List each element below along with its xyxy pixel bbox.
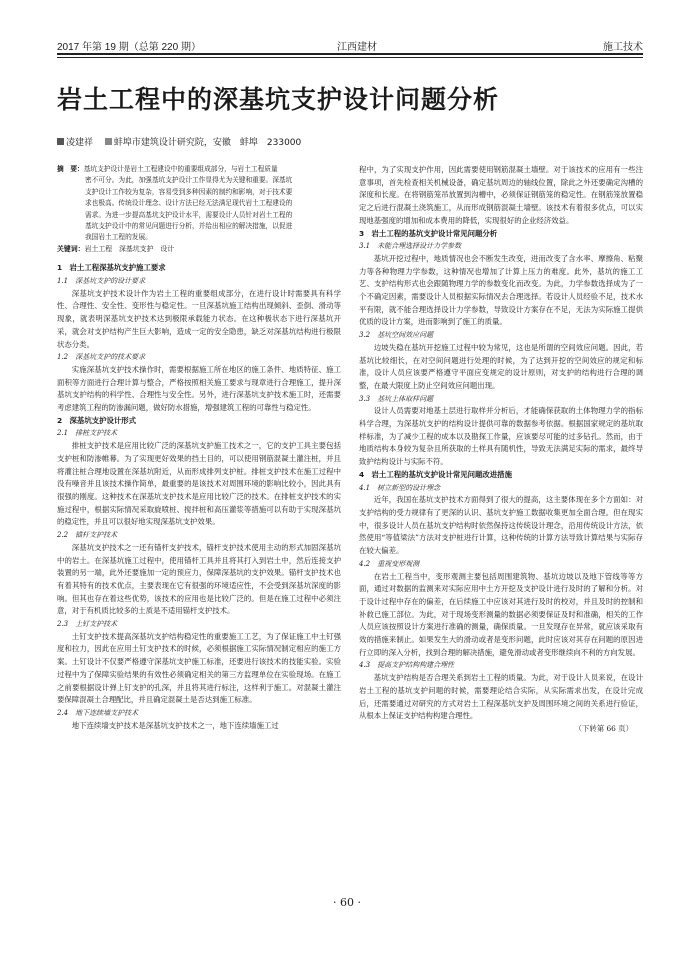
author-name: 凌建祥 bbox=[66, 138, 94, 148]
paragraph: 设计人员需要对地基土层进行取样并分析后，才能确保获取的土体物理力学的指标科学合理，为深基坑支护的结构设计提供可靠的数据参考依据。根据国家规定的基坑取样标准，为了减少工程的成本以及勘探工作量，应该要尽可能的过多钻孔。然而，由于地质结构本身较为复杂且所获取的土样具有随机性，导致无法满足实际的需求，最终导致护结构设计与实际不符。 bbox=[359, 406, 643, 467]
subsection-heading: 2.1 排桩支护技术 bbox=[57, 429, 118, 438]
subsection-heading: 4.1 树立新型的设计理念 bbox=[359, 483, 441, 492]
paragraph: 基坑开挖过程中，地质情况也会不断发生改变，进而改变了含水率、摩擦角、粘聚力等各种物理力学参数，这种情况也增加了计算上压力的难度。此外，基坑的施工工艺、支护结构形式也会跟随物理力学的参数变化而改变。为此，力学参数选择成为了一个不确定因素，需要设计人员根据实际情况去合理选择。若设计人员经验不足，技术水平有限，就不能合理选择设计力学参数，导致设计方案存在不足，无法为实际施工提供优质的设计方案，进而影响到了施工的质量。 bbox=[359, 253, 643, 327]
page-number: · 60 · bbox=[333, 896, 361, 909]
section-heading: 1 岩土工程深基坑支护施工要求 bbox=[57, 263, 166, 273]
subsection-heading: 3.2 基坑空间效应问题 bbox=[359, 331, 434, 340]
section-heading: 4 岩土工程的基坑支护设计常见问题改进措施 bbox=[359, 469, 512, 479]
abstract-line: 我国岩土工程的发展。 bbox=[85, 233, 152, 242]
journal-name: 江西建材 bbox=[337, 42, 377, 53]
square-bullet-icon bbox=[105, 138, 112, 145]
paragraph: 排桩支护技术是应用比较广泛的深基坑支护施工技术之一，它的支护工具主要包括支护桩和防渗帷幕。为了实现更好效果的挡土目的，可以使用钢筋混凝土灌注桩，并且将灌注桩合理地设置在深基坑附近，从而形成排列支护桩。排桩支护技术在施工过程中没有噪音并且该技术操作简单，最重要的是该技术对周围环境的影响比较小，因此具有很强的刚度。这种技术在深基坑支护技术是应用比较广泛的技术。在排桩支护技术的实施过程中，根据实际情况采取旋喷桩、搅拌桩和高压灌浆等措施可以有助于实现深基坑的稳定性，并且可以很好地实现深基坑支护效果。 bbox=[57, 441, 341, 527]
article-title: 岩土工程中的深基坑支护设计问题分析 bbox=[57, 85, 500, 114]
author-line bbox=[57, 135, 301, 148]
abstract-line: 求也极高。传统设计理念、设计方法已经无法满足现代岩土工程建设的 bbox=[85, 199, 293, 208]
paragraph: 近年，我国在基坑支护技术方面得到了很大的提高，这主要体现在多个方面如：对支护结构的受力规律有了更深的认识、基坑支护施工数据收集更加全面合理。但在现实中，很多设计人员在基坑支护结构时依然保持这传统设计理念，沿用传统设计方法，依然使用“等值梁法”方法对支护桩进行计算，这种传统的计算方法导致计算结果与实际存在较大偏差。 bbox=[359, 495, 643, 556]
keywords-text: 岩土工程 深基坑支护 设计 bbox=[84, 244, 175, 253]
paragraph: 基坑支护结构是否合理关系到岩土工程的质量。为此，对于设计人员来说，在设计岩土工程的基坑支护问题的时候，需要理论结合实际，从实际需求出发，在设计完成后，还需要通过对研究的方式对岩土工程深基坑支护及周围环境之间的关系进行验证，从根本上保证支护结构构建合理性。 bbox=[359, 673, 643, 721]
square-bullet-icon bbox=[57, 138, 64, 145]
section-name: 施工技术 bbox=[603, 42, 643, 53]
paragraph: 程中，为了实现支护作用，因此需要使用钢筋混凝土墙壁。对于该技术的应用有一些注意事项，首先检查相关机械设备，确定基坑周边的轴线位置，除此之外还要确定沟槽的深度和长度。在将钢筋笼吊放置到沟槽中，必须保证钢筋笼的稳定性。在钢筋笼放置稳定之后进行混凝土浇筑施工，从而形成钢筋混凝土墙壁。该技术有着很多优点，可以实现地基强度的增加和成本费用的降低，实现很好的企业经济效益。 bbox=[359, 165, 643, 225]
paragraph: 深基坑支护技术之一还有锚杆支护技术，锚杆支护技术使用主动的形式加固深基坑中的岩土。在深基坑施工过程中，使用锚杆工具并且将其打入到岩土中，然后连接支护装置的另一端，此外还要施加一定的预应力，保障深基坑的支护效果。锚杆支护技术也有着其特有的技术优点，主要表现在它有很强的环境适应性，不会受到深基坑深度的影响。但其也存在着这些优势，该技术的应用也是比较广泛的。但是在施工过程中必须注意，对于有机质比较多的土质是不适用锚杆支护技术。 bbox=[57, 542, 341, 616]
subsection-heading: 1.1 深基坑支护的设计要求 bbox=[57, 277, 146, 286]
keywords-label: 关键词： bbox=[57, 244, 85, 253]
subsection-heading: 1.2 深基坑支护的技术要求 bbox=[57, 353, 146, 362]
paragraph: 土钉支护技术提高深基坑支护结构稳定性的重要施工工艺，为了保证施工中土钉强度和拉力，因此在应用土钉支护技术的时候，必须根据施工实际情况制定相应的施工方案。土钉设计不仅要严格遵守深基坑支护施工标准，还要进行该技术的技能实验。实验过程中为了保障实验结果的有效性必须确定相关的第三方监理单位在实验现场。在施工之前要根据设计弹上钉支护的孔深，并且将其进行标注，这样利于施工。对混凝土灌注要保障混凝土合理配比，并且确定混凝土是否达到施工标准。 bbox=[57, 631, 341, 705]
subsection-heading: 2.2 锚杆支护技术 bbox=[57, 531, 118, 540]
subsection-heading: 3.1 未能合理选择设计力学参数 bbox=[359, 242, 462, 251]
header-rule-thick bbox=[57, 53, 643, 55]
abstract bbox=[57, 164, 341, 244]
subsection-heading: 2.4 地下连续墙支护技术 bbox=[57, 708, 139, 717]
running-header bbox=[57, 38, 643, 52]
subsection-heading: 2.3 土钉支护技术 bbox=[57, 620, 118, 629]
abstract-line: 基坑支护设计中的常见问题进行分析，并给出相应的解决措施，以促进 bbox=[85, 222, 293, 231]
abstract-line: 摘 要：基坑支护设计是岩土工程建设中的重要组成部分，与岩土工程质量 bbox=[57, 165, 278, 173]
section-heading: 3 岩土工程的基坑支护设计常见问题分析 bbox=[359, 228, 498, 238]
issue-info: 2017 年第 19 期（总第 220 期） bbox=[57, 42, 201, 53]
abstract-line: 密不可分。为此，加强基坑支护设计工作显得尤为关键和重要。深基坑 bbox=[85, 176, 293, 185]
paragraph: 边坡失稳在基坑开挖施工过程中较为常见，这也是所谓的空间效应问题。因此，若基坑比较细长，在对空间问题进行处理的时候，为了达到开挖的空间效应的规定和标准，设计人员应该要严格遵守平面应变规定的设计原则，对支护的结构进行合理的调整，在最大限度上防止空间效应问题出现。 bbox=[359, 342, 643, 390]
left-column bbox=[57, 164, 341, 732]
paragraph: 深基坑支护技术设计作为岩土工程的重要组成部分，在进行设计时需要具有科学性、合理性、安全性、变形性与稳定性。一旦深基坑施工结构出现倾斜、歪倒、滑动等现象，就表明深基坑支护技术达到极限承载能力状态。在这种极状态下进行深基坑开采，就会对支护结构产生巨大影响，造成一定的安全隐患，缺乏对深基坑结构进行极限状态分类。 bbox=[57, 288, 341, 349]
section-heading: 2 深基坑支护设计形式 bbox=[57, 415, 137, 425]
subsection-heading: 4.3 提高支护结构构建合理性 bbox=[359, 661, 455, 670]
paragraph: 实施深基坑支护技术操作时，需要根据施工所在地区的施工条件、地质特征、施工面积等方面进行合理计算与整合，严格按照相关施工要求与现章进行合理施工，提升深基坑支护结构的科学性、合理性与安全性。另外，进行深基坑支护技术施工时，还需要考虑建筑工程的防渗漏问题，做好防水措施，增强建筑工程的可靠性与稳定性。 bbox=[57, 364, 341, 413]
abstract-label: 摘 要： bbox=[57, 165, 84, 173]
continued-note: （下转第 66 页） bbox=[574, 723, 633, 733]
right-column bbox=[359, 164, 643, 736]
author-affiliation: 蚌埠市建筑设计研究院，安徽 蚌埠 233000 bbox=[113, 138, 302, 148]
abstract-line: 支护设计工作较为复杂，容易受到多种因素的制约和影响，对于技术要 bbox=[85, 187, 293, 196]
subsection-heading: 3.3 基坑土体取样问题 bbox=[359, 394, 434, 403]
abstract-line: 需求。为进一步提高基坑支护设计水平，需要设计人员针对岩土工程的 bbox=[85, 210, 293, 219]
paragraph: 在岩土工程当中，变形观测主要包括周围建筑物、基坑边坡以及地下管线等等方面，通过对数据的监测来对实际应用中土方开挖及支护设计进行及时的了解和分析。对于设计过程中存在的偏差，在后续施工中应该对其进行及时的校对，并且及时的控制和补救已施工部位。为此，对于现场变形测量的数据必须要保证及时和准确，相关的工作人员应该按照设计方案进行准确的测量，确保质量。一旦发现存在异常，就应该采取有效的措施来制止。如果发生大的滑动或者是变形问题，此时应该对其存在问题的原因进行立即的深入分析，找到合理的解决措施，避免滑动或者变形继续向不利的方向发展。 bbox=[359, 571, 643, 657]
keywords bbox=[57, 244, 341, 256]
header-rule-thin bbox=[57, 57, 643, 58]
subsection-heading: 4.2 重视变形观测 bbox=[359, 559, 420, 568]
paragraph: 地下连续墙支护技术是深基坑支护技术之一，地下连续墙施工过 bbox=[71, 720, 279, 730]
